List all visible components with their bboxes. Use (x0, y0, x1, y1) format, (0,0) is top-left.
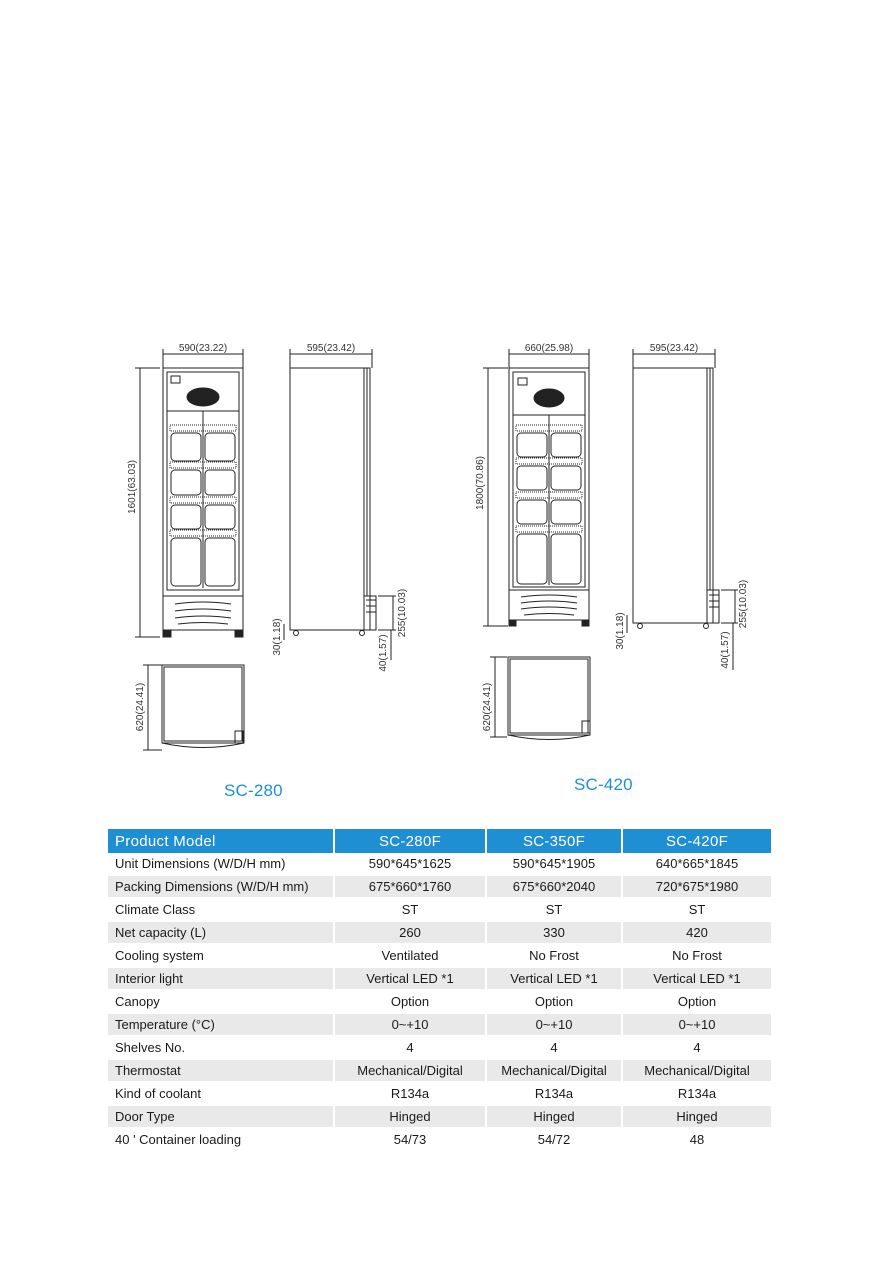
table-header-row (108, 829, 771, 853)
table-row (108, 853, 771, 875)
cell: 0~+10 (486, 1013, 622, 1036)
sc280-front-width-label: 590(23.22) (178, 343, 228, 354)
cell: Option (334, 990, 486, 1013)
row-label: Kind of coolant (108, 1082, 334, 1105)
cell: 4 (622, 1036, 771, 1059)
sc420-foot-height-label: 30(1.18) (615, 612, 626, 650)
row-label: Temperature (°C) (108, 1013, 334, 1036)
cell: Vertical LED *1 (486, 967, 622, 990)
header-sc280f: SC-280F (334, 829, 486, 853)
cell: Ventilated (334, 944, 486, 967)
row-label: Packing Dimensions (W/D/H mm) (108, 875, 334, 898)
sc280-side-view (272, 343, 408, 672)
table-row (108, 1013, 771, 1036)
row-label: Door Type (108, 1105, 334, 1128)
table-row (108, 1105, 771, 1128)
cell: R134a (486, 1082, 622, 1105)
cell: Option (622, 990, 771, 1013)
cell: R134a (334, 1082, 486, 1105)
header-product-model: Product Model (108, 829, 334, 853)
cell: 0~+10 (334, 1013, 486, 1036)
cell: 720*675*1980 (622, 875, 771, 898)
sc280-grille-height-label: 255(10.03) (397, 588, 408, 638)
row-label: Canopy (108, 990, 334, 1013)
cell: 590*645*1905 (486, 853, 622, 875)
sc420-side-depth-label: 595(23.42) (649, 343, 699, 354)
cell: ST (622, 898, 771, 921)
cell: ST (486, 898, 622, 921)
sc280-top-view (135, 665, 244, 750)
sc420-top-view (482, 657, 590, 740)
cell: R134a (622, 1082, 771, 1105)
cell: 4 (334, 1036, 486, 1059)
cell: 640*665*1845 (622, 853, 771, 875)
table-row (108, 1059, 771, 1082)
table-row (108, 1128, 771, 1151)
sc420-top-depth-label: 620(24.41) (482, 682, 493, 732)
sc420-leg-height-label: 40(1.57) (720, 631, 731, 669)
sc280-foot-height-label: 30(1.18) (272, 618, 283, 656)
sc280-leg-height-label: 40(1.57) (378, 634, 389, 672)
row-label: Cooling system (108, 944, 334, 967)
cell: 4 (486, 1036, 622, 1059)
sc280-front-view (127, 343, 243, 637)
cell: 260 (334, 921, 486, 944)
cell: 54/72 (486, 1128, 622, 1151)
sc420-side-view (615, 343, 749, 670)
cell: Hinged (334, 1105, 486, 1128)
table-row (108, 1036, 771, 1059)
sc420-grille-height-label: 255(10.03) (738, 579, 749, 629)
cell: Vertical LED *1 (334, 967, 486, 990)
cell: Hinged (622, 1105, 771, 1128)
header-sc420f: SC-420F (622, 829, 771, 853)
sc420-front-width-label: 660(25.98) (524, 343, 574, 354)
table-row (108, 944, 771, 967)
cell: Hinged (486, 1105, 622, 1128)
cell: No Frost (486, 944, 622, 967)
sc280-height-label: 1601(63.03) (127, 460, 138, 514)
table-row (108, 921, 771, 944)
sc280-top-depth-label: 620(24.41) (135, 682, 146, 732)
cell: Option (486, 990, 622, 1013)
row-label: Climate Class (108, 898, 334, 921)
table-row (108, 1082, 771, 1105)
cell: ST (334, 898, 486, 921)
cell: 330 (486, 921, 622, 944)
cell: Mechanical/Digital (622, 1059, 771, 1082)
sc420-height-label: 1800(70.86) (475, 456, 486, 510)
row-label: Thermostat (108, 1059, 334, 1082)
row-label: Interior light (108, 967, 334, 990)
header-sc350f: SC-350F (486, 829, 622, 853)
sc280-side-depth-label: 595(23.42) (306, 343, 356, 354)
cell: 48 (622, 1128, 771, 1151)
row-label: Unit Dimensions (W/D/H mm) (108, 853, 334, 875)
cell: 675*660*2040 (486, 875, 622, 898)
cell: 590*645*1625 (334, 853, 486, 875)
cell: 54/73 (334, 1128, 486, 1151)
spec-table (108, 829, 771, 1152)
row-label: 40 ' Container loading (108, 1128, 334, 1151)
cell: Vertical LED *1 (622, 967, 771, 990)
cell: 420 (622, 921, 771, 944)
sc420-caption: SC-420 (574, 775, 633, 794)
row-label: Net capacity (L) (108, 921, 334, 944)
cell: Mechanical/Digital (334, 1059, 486, 1082)
cell: No Frost (622, 944, 771, 967)
table-row (108, 898, 771, 921)
cell: 675*660*1760 (334, 875, 486, 898)
sc420-front-view (475, 343, 589, 626)
table-row (108, 875, 771, 898)
sc280-caption: SC-280 (224, 781, 283, 800)
row-label: Shelves No. (108, 1036, 334, 1059)
table-row (108, 967, 771, 990)
table-row (108, 990, 771, 1013)
cell: Mechanical/Digital (486, 1059, 622, 1082)
cell: 0~+10 (622, 1013, 771, 1036)
